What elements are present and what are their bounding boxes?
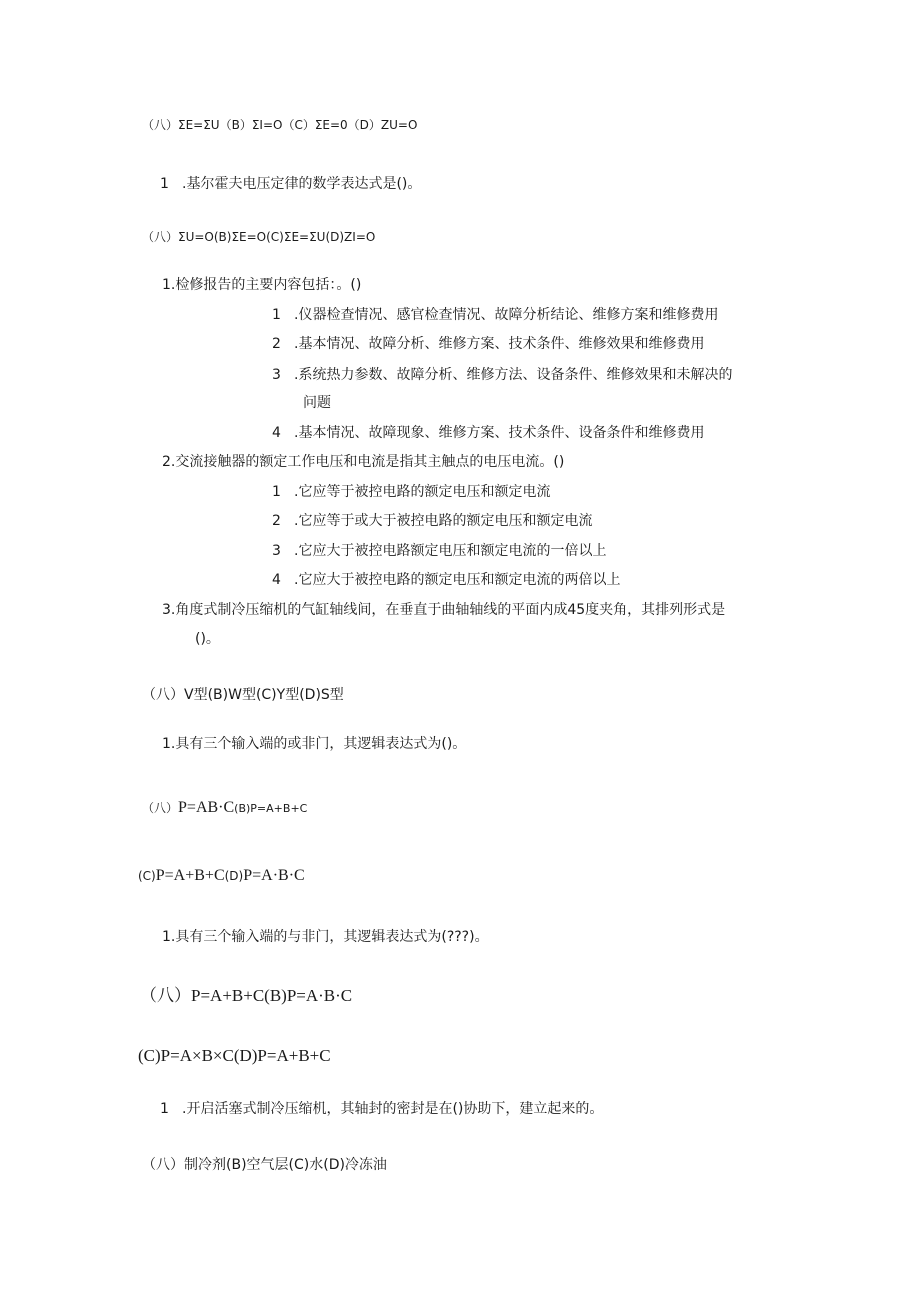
- option-number: 1: [272, 307, 281, 323]
- answer-options-line: （八）制冷剂(B)空气层(C)水(D)冷冻油: [142, 1157, 387, 1173]
- answer-options-line: （八）ΣE=ΣU（B）ΣI=O（C）ΣE=0（D）ZU=O: [142, 118, 418, 132]
- option-d: P=A·B·C: [243, 867, 305, 884]
- option-a: P=AB·C: [178, 799, 235, 816]
- option-text: .它应大于被控电路的额定电压和额定电流的两倍以上: [294, 572, 621, 588]
- option-number: 3: [272, 367, 281, 383]
- option-text: .它应等于或大于被控电路的额定电压和额定电流: [294, 513, 593, 529]
- option-number: 2: [272, 336, 281, 352]
- option-line: [272, 572, 620, 589]
- option-c: P=A+B+C: [155, 867, 225, 884]
- option-number: 4: [272, 572, 281, 588]
- option-text: .系统热力参数、故障分析、维修方法、设备条件、维修效果和未解决的: [294, 367, 733, 383]
- question-line: 2.交流接触器的额定工作电压和电流是指其主触点的电压电流。(): [162, 454, 565, 470]
- question-line: 1.具有三个输入端的或非门，其逻辑表达式为()。: [162, 736, 467, 752]
- question-text: .基尔霍夫电压定律的数学表达式是()。: [182, 176, 422, 192]
- question-text: .开启活塞式制冷压缩机，其轴封的密封是在()协助下，建立起来的。: [182, 1101, 604, 1117]
- question-line: 1.检修报告的主要内容包括：。(): [162, 277, 362, 293]
- option-line: [272, 484, 550, 501]
- option-text: .基本情况、故障现象、维修方案、技术条件、设备条件和维修费用: [294, 425, 705, 441]
- option-line: [272, 307, 718, 324]
- answer-options-line: [138, 865, 305, 885]
- answer-options-line: （八）V型(B)W型(C)Y型(D)S型: [142, 687, 344, 703]
- option-line: [272, 513, 592, 530]
- question-line: [160, 176, 421, 193]
- option-prefix: (C): [138, 869, 156, 883]
- option-prefix: （八）: [142, 801, 179, 815]
- option-line: [272, 425, 704, 442]
- option-text: .基本情况、故障分析、维修方案、技术条件、维修效果和维修费用: [294, 336, 705, 352]
- option-line: [272, 336, 704, 353]
- option-text: .它应大于被控电路额定电压和额定电流的一倍以上: [294, 543, 607, 559]
- question-line: 3.角度式制冷压缩机的气缸轴线间，在垂直于曲轴轴线的平面内成45度夹角，其排列形式是: [162, 602, 726, 618]
- option-prefix: (D): [224, 869, 244, 883]
- option-line: [272, 543, 606, 560]
- question-line: [160, 1101, 603, 1118]
- answer-options-line: （八）ΣU=O(B)ΣE=O(C)ΣE=ΣU(D)ZI=O: [142, 230, 376, 244]
- option-text: .它应等于被控电路的额定电压和额定电流: [294, 484, 551, 500]
- question-continuation: ()。: [195, 631, 220, 647]
- answer-options-line: (C)P=A×B×C(D)P=A+B+C: [138, 1046, 331, 1065]
- option-continuation: 问题: [303, 395, 331, 411]
- option-number: 4: [272, 425, 281, 441]
- answer-options-line: （八）P=A+B+C(B)P=A·B·C: [140, 986, 353, 1005]
- question-line: 1.具有三个输入端的与非门，其逻辑表达式为(???)。: [162, 929, 489, 945]
- question-number: 1: [160, 1101, 169, 1117]
- option-number: 2: [272, 513, 281, 529]
- option-line: [272, 367, 732, 384]
- option-number: 1: [272, 484, 281, 500]
- answer-options-line: [142, 797, 307, 817]
- option-text: .仪器检查情况、感官检查情况、故障分析结论、维修方案和维修费用: [294, 307, 719, 323]
- option-number: 3: [272, 543, 281, 559]
- option-b: (B)P=A+B+C: [234, 802, 308, 815]
- question-number: 1: [160, 176, 169, 192]
